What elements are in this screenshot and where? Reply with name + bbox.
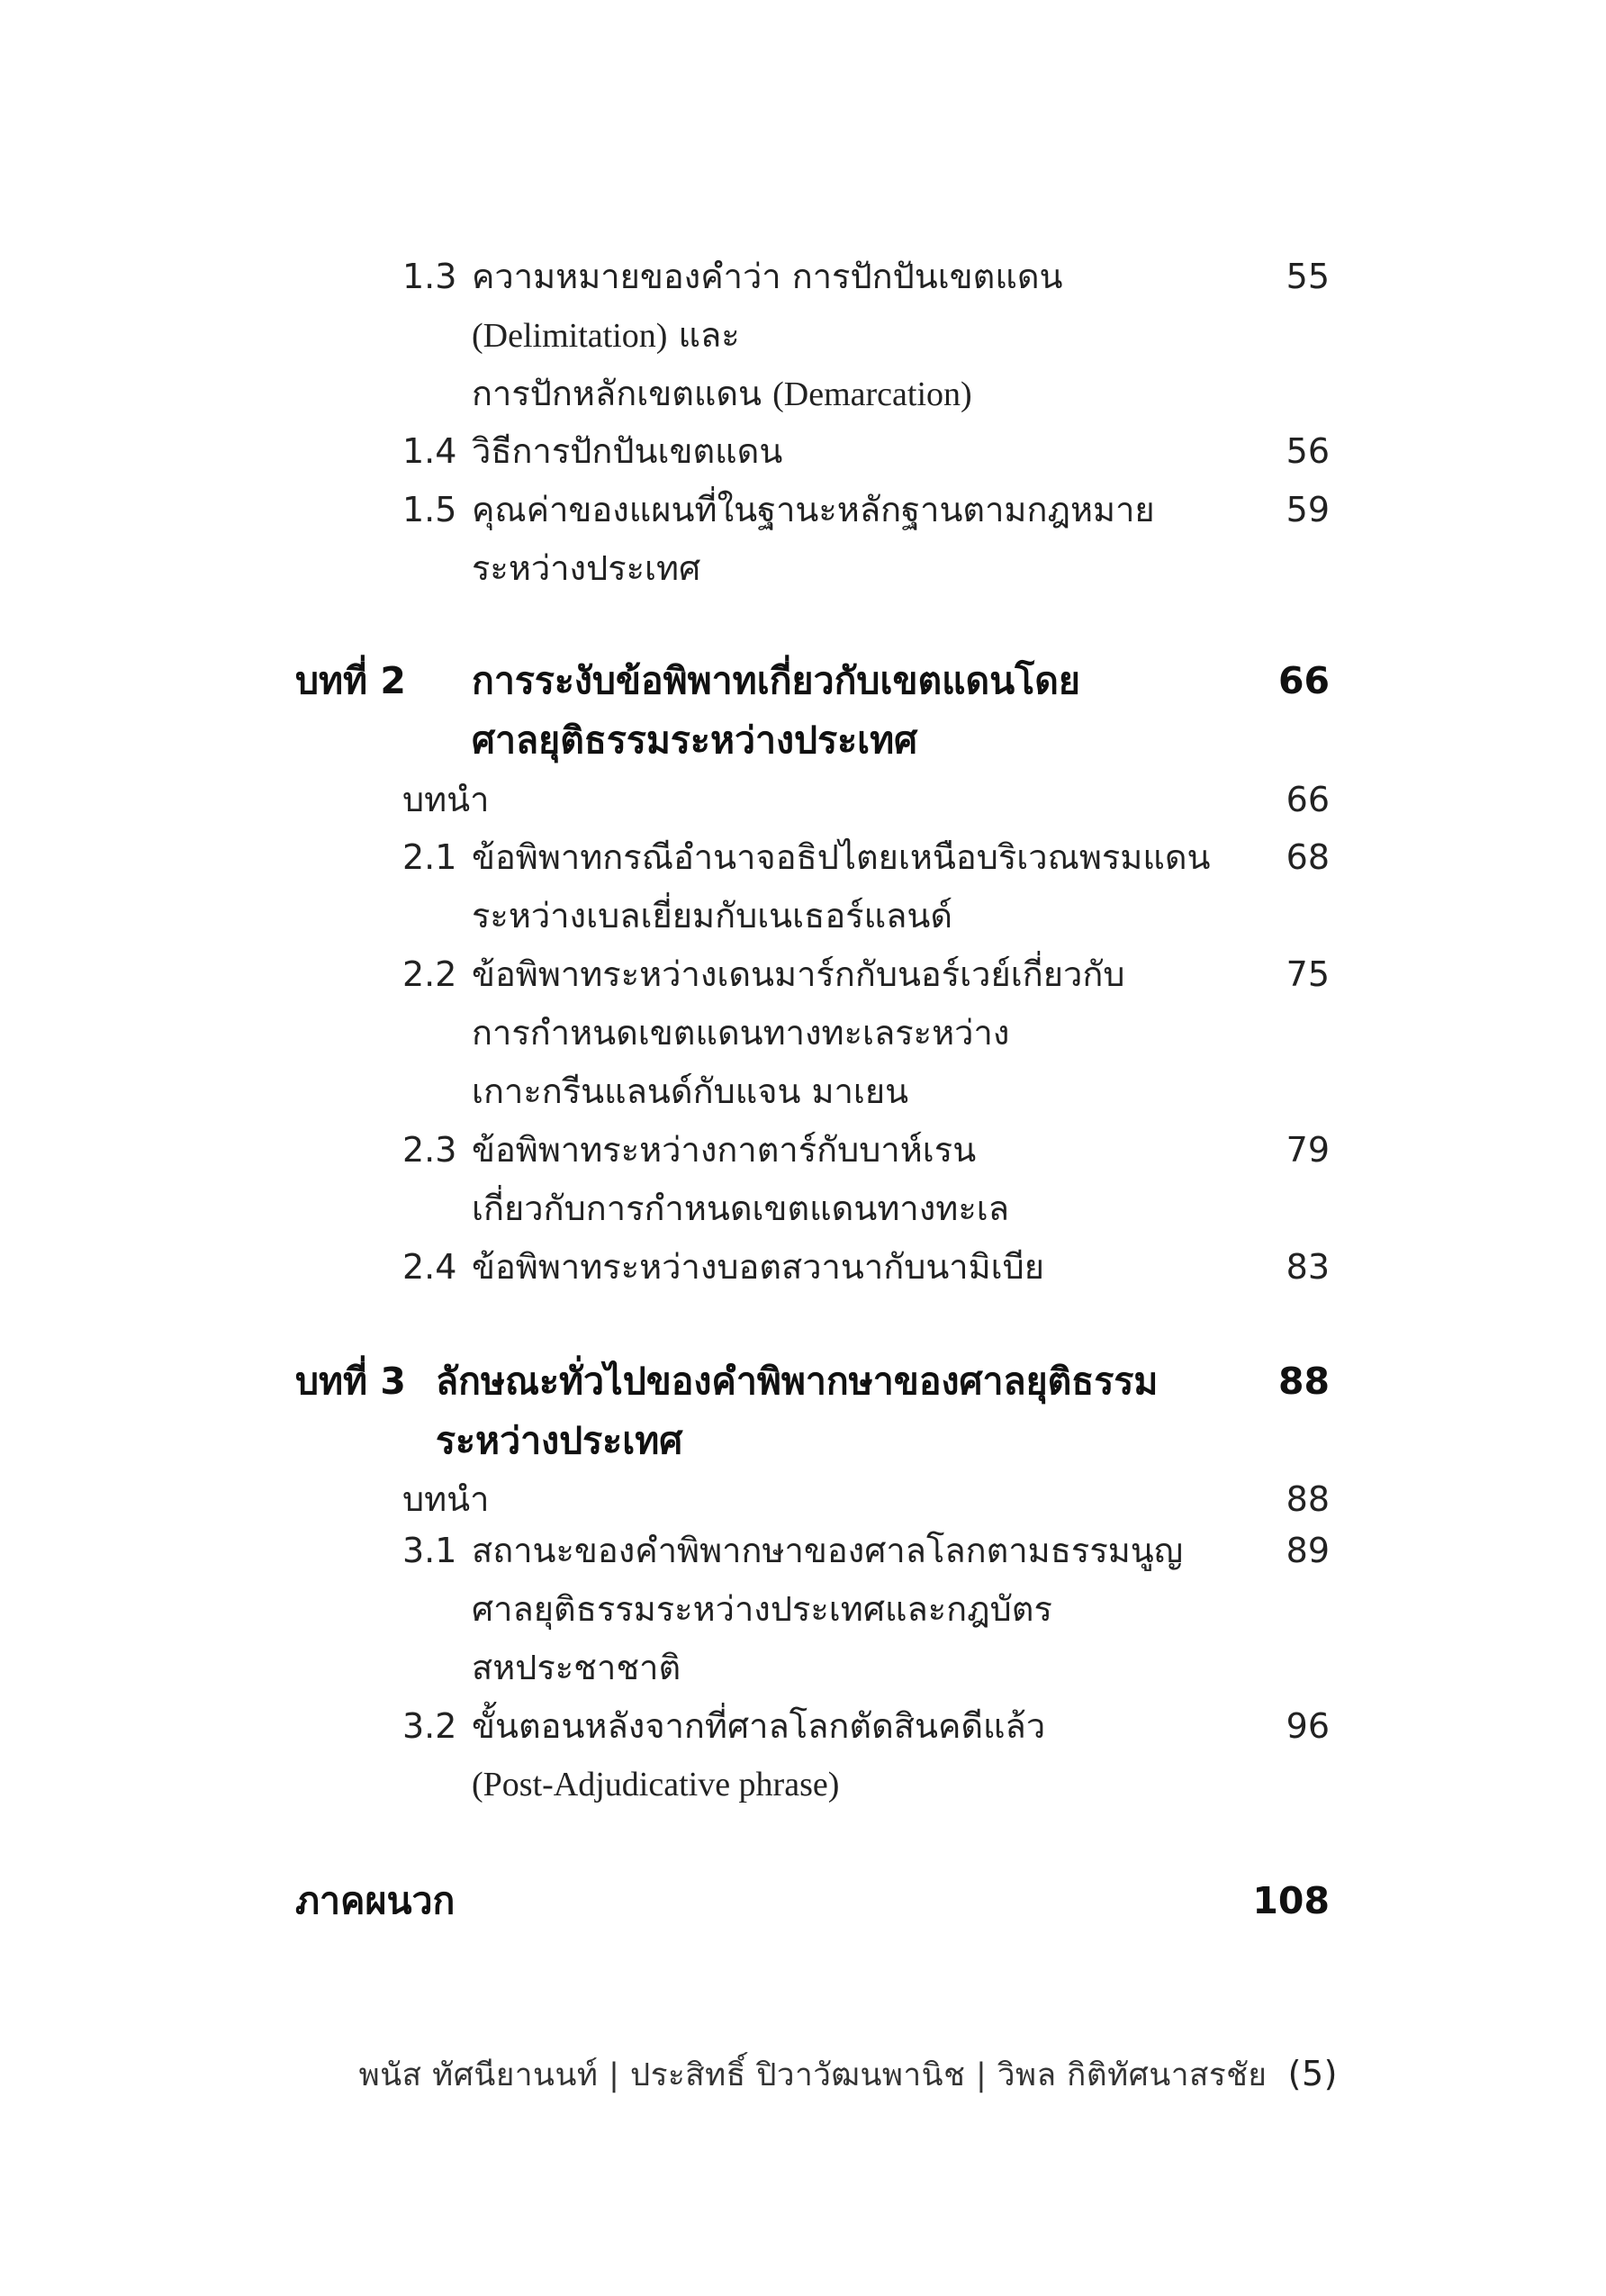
chapter-label: บทที่ 3 xyxy=(295,1360,406,1403)
english-term: (Demarcation) xyxy=(772,375,972,413)
appendix-title: ภาคผนวก xyxy=(295,1879,456,1922)
section-title-cont: สหประชาชาติ xyxy=(472,1648,681,1687)
page-number: 79 xyxy=(1286,1130,1330,1170)
intro-label: บทนำ xyxy=(402,1479,490,1519)
english-term: (Delimitation) xyxy=(472,317,668,355)
section-number: 2.3 xyxy=(402,1130,457,1170)
page-number: 88 xyxy=(1286,1479,1330,1519)
section-title: สถานะของคำพิพากษาของศาลโลกตามธรรมนูญ xyxy=(472,1531,1184,1570)
toc-entry-2-2 xyxy=(0,946,1606,1006)
page-number: 68 xyxy=(1286,837,1330,877)
appendix-page-number: 108 xyxy=(1252,1879,1330,1922)
page-number: 55 xyxy=(1286,257,1330,296)
section-title-cont: เกาะกรีนแลนด์กับแจน มาเยน xyxy=(472,1071,909,1111)
section-title: ข้อพิพาทระหว่างกาตาร์กับบาห์เรน xyxy=(472,1130,977,1170)
toc-entry-2-2-line3 xyxy=(0,1063,1606,1123)
section-title-cont: การกำหนดเขตแดนทางทะเลระหว่าง xyxy=(472,1013,1010,1053)
page-number: 66 xyxy=(1286,780,1330,819)
section-number: 2.1 xyxy=(402,837,457,877)
toc-entry-2-1-line2 xyxy=(0,888,1606,947)
chapter-3-heading-line2 xyxy=(0,1413,1606,1472)
toc-entry-2-4 xyxy=(0,1239,1606,1298)
section-number: 1.3 xyxy=(402,257,457,296)
toc-entry-3-2 xyxy=(0,1698,1606,1758)
toc-entry-3-1 xyxy=(0,1523,1606,1582)
page-number: 75 xyxy=(1286,954,1330,994)
toc-entry-ch2-intro xyxy=(0,772,1606,831)
page-number: 56 xyxy=(1286,431,1330,471)
chapter-3-heading xyxy=(0,1353,1606,1413)
section-title-cont: เกี่ยวกับการกำหนดเขตแดนทางทะเล xyxy=(472,1189,1009,1228)
english-term: (Post-Adjudicative phrase) xyxy=(472,1766,840,1803)
chapter-label: บทที่ 2 xyxy=(295,659,406,702)
toc-entry-2-1 xyxy=(0,829,1606,889)
section-number: 2.2 xyxy=(402,954,457,994)
section-title: ข้อพิพาทกรณีอำนาจอธิปไตยเหนือบริเวณพรมแดน xyxy=(472,837,1211,877)
intro-label: บทนำ xyxy=(402,780,490,819)
section-title-cont: ระหว่างประเทศ xyxy=(472,548,701,588)
page-number: 89 xyxy=(1286,1531,1330,1570)
toc-entry-3-1-line2 xyxy=(0,1581,1606,1641)
chapter-title: การระงับข้อพิพาทเกี่ยวกับเขตแดนโดย xyxy=(472,659,1080,702)
section-number: 1.5 xyxy=(402,490,457,529)
section-title: วิธีการปักปันเขตแดน xyxy=(472,431,783,471)
toc-entry-3-1-line3 xyxy=(0,1640,1606,1699)
page-number: 83 xyxy=(1286,1247,1330,1287)
page-number: 96 xyxy=(1286,1706,1330,1746)
chapter-page-number: 66 xyxy=(1277,659,1330,702)
section-title: ความหมายของคำว่า การปักปันเขตแดน xyxy=(472,257,1063,296)
chapter-title-cont: ศาลยุติธรรมระหว่างประเทศ xyxy=(472,719,918,762)
footer-authors: พนัส ทัศนียานนท์ | ประสิทธิ์ ปิวาวัฒนพานิช | วิพล กิติทัศนาสรชัย xyxy=(358,2057,1268,2093)
toc-entry-2-3-line2 xyxy=(0,1180,1606,1240)
toc-entry-2-3 xyxy=(0,1122,1606,1181)
section-title: คุณค่าของแผนที่ในฐานะหลักฐานตามกฎหมาย xyxy=(472,490,1155,529)
toc-entry-3-2-line2 xyxy=(0,1757,1606,1816)
chapter-2-heading-line2 xyxy=(0,712,1606,772)
section-title-cont: ระหว่างเบลเยี่ยมกับเนเธอร์แลนด์ xyxy=(472,896,953,936)
toc-entry-1-5 xyxy=(0,482,1606,541)
chapter-title-cont: ระหว่างประเทศ xyxy=(436,1419,683,1462)
section-title: ขั้นตอนหลังจากที่ศาลโลกตัดสินคดีแล้ว xyxy=(472,1706,1046,1746)
toc-entry-2-2-line2 xyxy=(0,1005,1606,1064)
section-number: 2.4 xyxy=(402,1247,457,1287)
section-title-cont: การปักหลักเขตแดน xyxy=(472,374,773,413)
toc-entry-1-3-line3 xyxy=(0,366,1606,425)
section-title: ข้อพิพาทระหว่างบอตสวานากับนามิเบีย xyxy=(472,1247,1045,1287)
page-footer xyxy=(0,2044,1606,2107)
section-number: 1.4 xyxy=(402,431,457,471)
section-title-cont: ศาลยุติธรรมระหว่างประเทศและกฎบัตร xyxy=(472,1589,1052,1629)
chapter-page-number: 88 xyxy=(1277,1360,1330,1403)
footer-page-number: (5) xyxy=(1287,2054,1338,2093)
chapter-2-heading xyxy=(0,653,1606,712)
toc-entry-1-5-line2 xyxy=(0,540,1606,600)
chapter-title: ลักษณะทั่วไปของคำพิพากษาของศาลยุติธรรม xyxy=(436,1360,1159,1403)
section-number: 3.2 xyxy=(402,1706,457,1746)
toc-entry-1-3 xyxy=(0,249,1606,308)
appendix-heading xyxy=(0,1873,1606,1932)
page-number: 59 xyxy=(1286,490,1330,529)
toc-entry-1-3-line2 xyxy=(0,307,1606,366)
conjunction: และ xyxy=(667,315,740,355)
section-number: 3.1 xyxy=(402,1531,457,1570)
section-title: ข้อพิพาทระหว่างเดนมาร์กกับนอร์เวย์เกี่ยวกับ xyxy=(472,954,1125,994)
toc-entry-1-4 xyxy=(0,423,1606,483)
